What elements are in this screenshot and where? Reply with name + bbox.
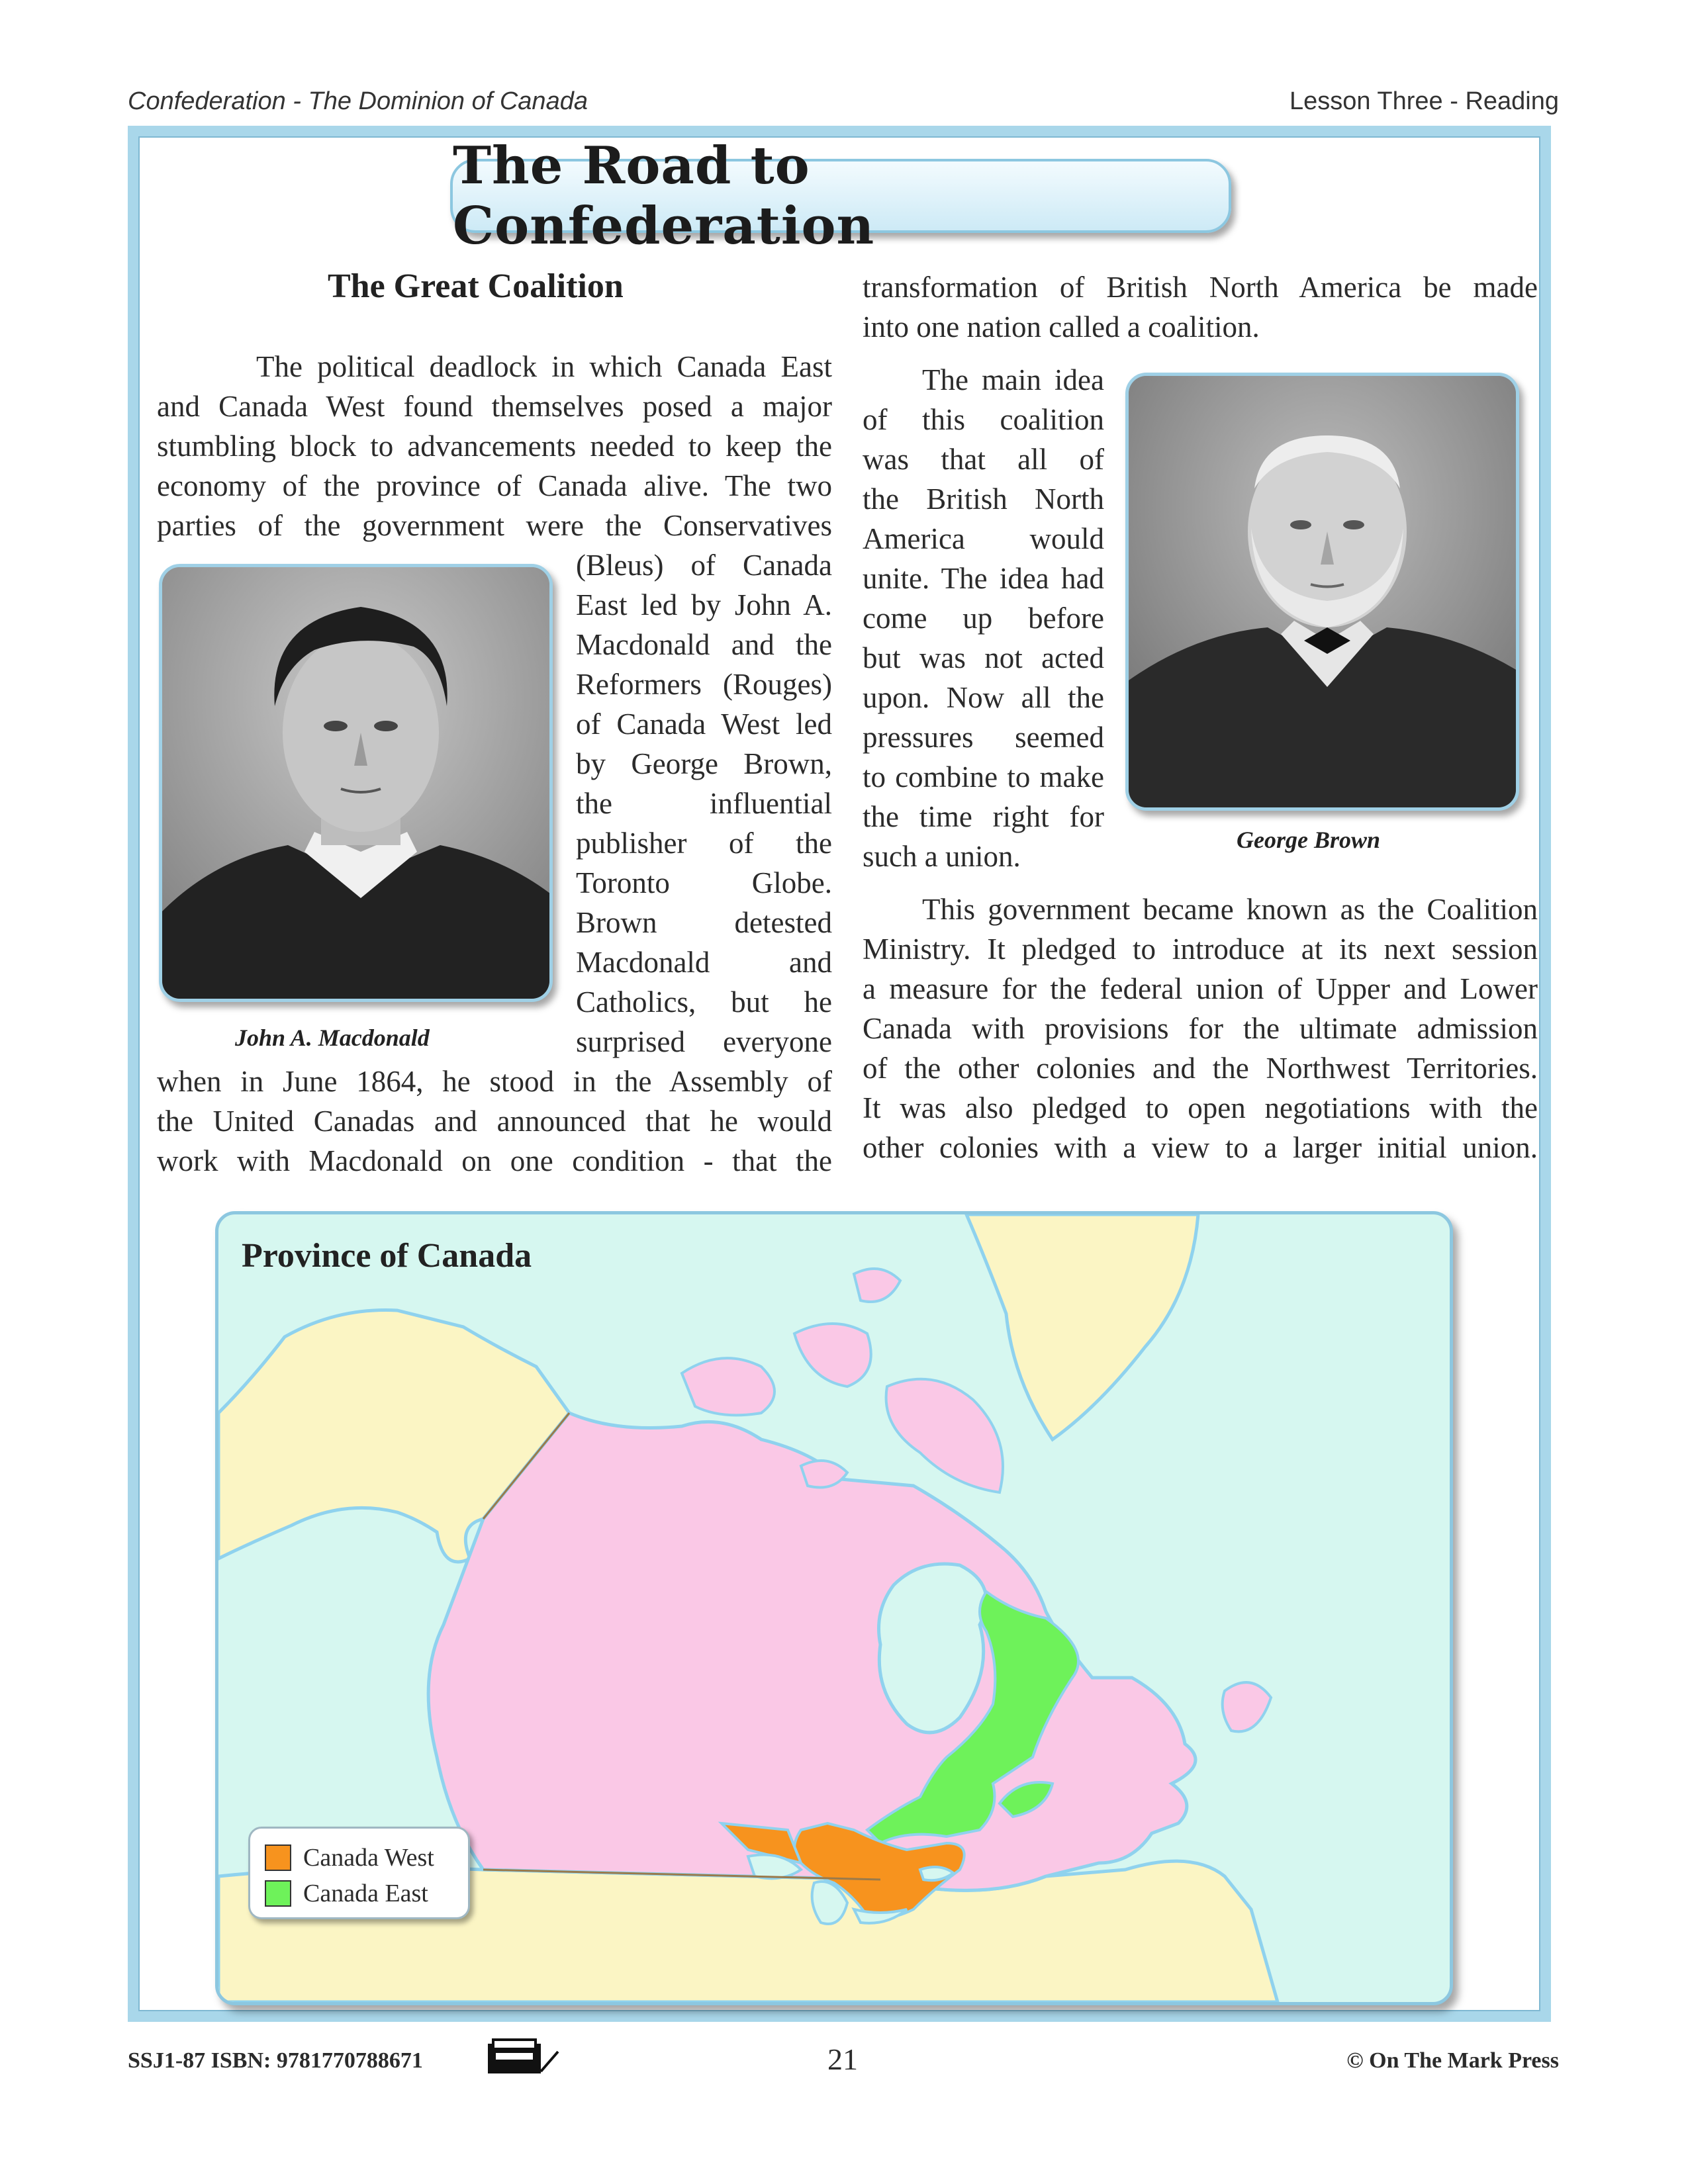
text-line: but was not acted xyxy=(863,641,1104,674)
text-line: upon. Now all the xyxy=(863,681,1104,714)
legend-item-canada-west xyxy=(265,1843,434,1872)
right-top-text xyxy=(863,267,1538,347)
text-line: Brown detested xyxy=(576,906,832,939)
text-line: and Canada West found themselves posed a major xyxy=(157,390,832,423)
map-legend xyxy=(248,1827,470,1919)
footer-copyright: © On The Mark Press xyxy=(1346,2048,1559,2073)
section-heading: The Great Coalition xyxy=(328,267,624,305)
header-left: Confederation - The Dominion of Canada xyxy=(128,87,588,115)
text-line: when in June 1864, he stood in the Assembly of xyxy=(157,1065,832,1098)
legend-label: Canada West xyxy=(303,1844,434,1872)
macdonald-caption: John A. Macdonald xyxy=(235,1024,430,1051)
portrait-illustration xyxy=(162,567,553,1002)
left-intro-text xyxy=(157,347,832,545)
text-line: Catholics, but he xyxy=(576,985,832,1019)
right-bottom-text xyxy=(863,889,1538,1167)
text-line: Macdonald and xyxy=(576,946,832,979)
legend-swatch xyxy=(265,1844,291,1871)
text-line: It was also pledged to open negotiations with the xyxy=(863,1091,1538,1124)
text-line: was that all of xyxy=(863,443,1104,476)
text-line: surprised everyone xyxy=(576,1025,832,1058)
brown-caption: George Brown xyxy=(1237,827,1381,853)
text-line: Ministry. It pledged to introduce at its next session xyxy=(863,933,1538,966)
book-icon xyxy=(487,2038,559,2078)
text-line: the British North xyxy=(863,482,1104,516)
text-line: parties of the government were the Conservatives xyxy=(157,509,832,542)
text-line: pressures seemed xyxy=(863,721,1104,754)
map-title: Province of Canada xyxy=(242,1237,532,1275)
text-line: the United Canadas and announced that he would xyxy=(157,1105,832,1138)
text-line: a measure for the federal union of Upper and Lower xyxy=(863,972,1538,1005)
text-line: to combine to make xyxy=(863,760,1104,794)
text-line: other colonies with a view to a larger initial union. xyxy=(863,1131,1538,1164)
legend-item-canada-east xyxy=(265,1879,428,1908)
legend-label: Canada East xyxy=(303,1880,428,1907)
text-line: East led by John A. xyxy=(576,588,832,621)
text-line: into one nation called a coalition. xyxy=(863,310,1260,343)
text-line: The main idea xyxy=(922,363,1104,396)
legend-swatch xyxy=(265,1880,291,1907)
text-line: Toronto Globe. xyxy=(576,866,832,899)
text-line: transformation of British North America be made xyxy=(863,271,1538,304)
text-line: stumbling block to advancements needed to keep the xyxy=(157,430,832,463)
text-line: Canada with provisions for the ultimate admission xyxy=(863,1012,1538,1045)
macdonald-portrait xyxy=(159,564,553,1002)
text-line: publisher of the xyxy=(576,827,832,860)
left-bottom-text xyxy=(157,1062,832,1181)
text-line: America would xyxy=(863,522,1104,555)
page-title: The Road to Confederation xyxy=(453,136,875,256)
text-line: The political deadlock in which Canada East xyxy=(256,350,832,383)
text-line: come up before xyxy=(863,602,1104,635)
text-line: (Bleus) of Canada xyxy=(576,549,832,582)
portrait-illustration xyxy=(1129,376,1519,811)
text-line: work with Macdonald on one condition - that the xyxy=(157,1144,832,1177)
text-line: of the other colonies and the Northwest Territories. xyxy=(863,1052,1538,1085)
publisher-icon xyxy=(487,2038,559,2078)
text-line: the time right for xyxy=(863,800,1104,833)
text-line: Reformers (Rouges) xyxy=(576,668,832,701)
text-line: economy of the province of Canada alive. The two xyxy=(157,469,832,502)
text-line: of this coalition xyxy=(863,403,1104,436)
text-line: Macdonald and the xyxy=(576,628,832,661)
footer-isbn: SSJ1-87 ISBN: 9781770788671 xyxy=(128,2048,423,2073)
title-banner xyxy=(450,136,1231,256)
header-right: Lesson Three - Reading xyxy=(1289,87,1559,115)
right-side-text xyxy=(863,360,1104,876)
text-line: unite. The idea had xyxy=(863,562,1104,595)
text-line: by George Brown, xyxy=(576,747,832,780)
left-side-text xyxy=(576,545,832,1062)
text-line: the influential xyxy=(576,787,832,820)
text-line: of Canada West led xyxy=(576,707,832,741)
text-line: such a union. xyxy=(863,840,1021,873)
brown-portrait xyxy=(1125,373,1519,811)
text-line: This government became known as the Coalition xyxy=(922,893,1538,926)
page-number: 21 xyxy=(827,2042,858,2076)
